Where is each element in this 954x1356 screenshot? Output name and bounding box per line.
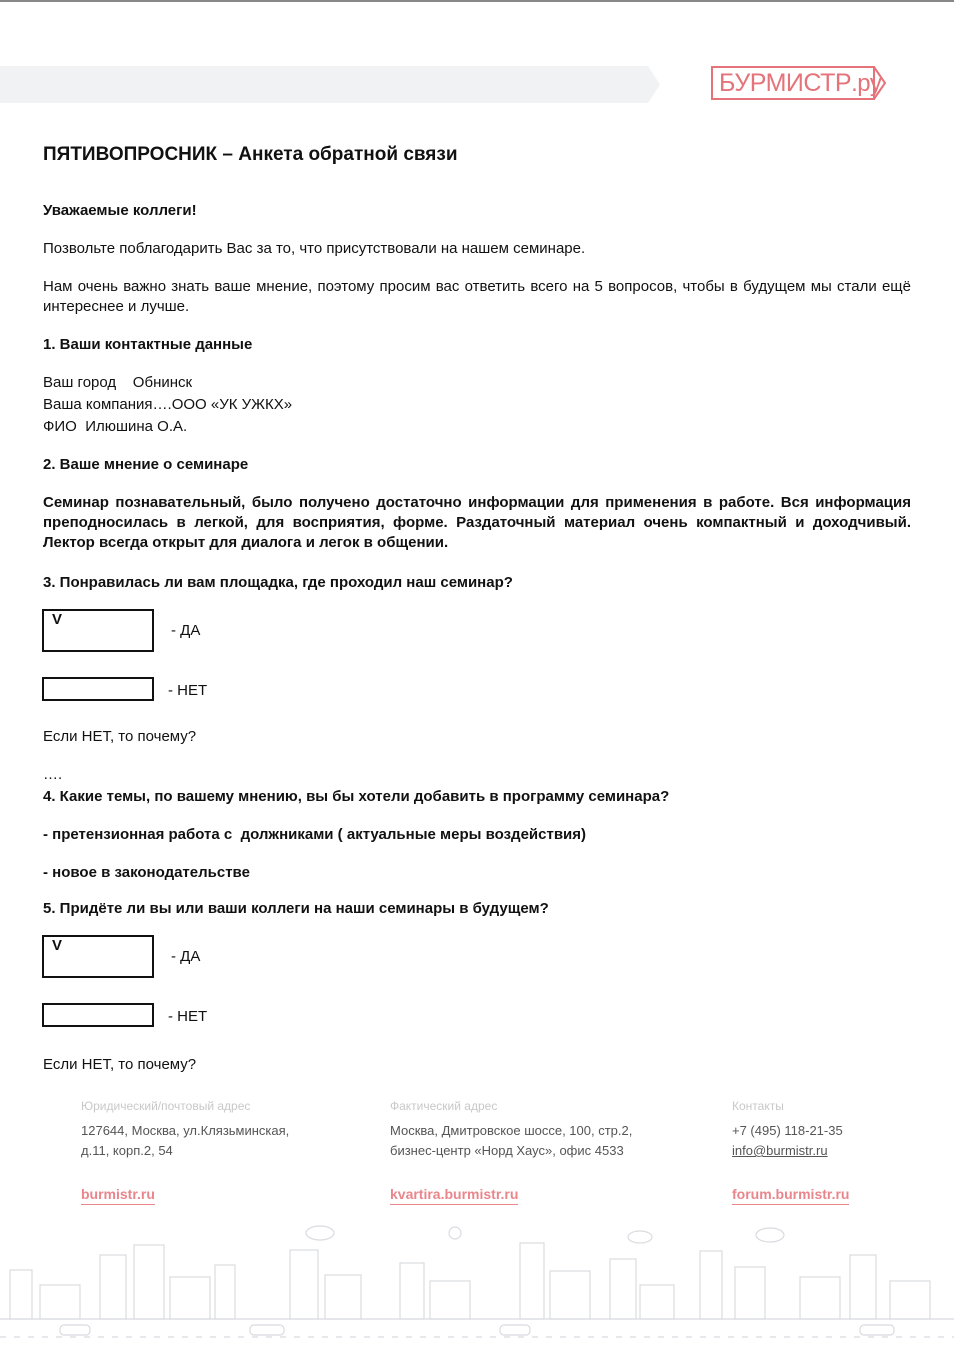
question-4: 4. Какие темы, по вашему мнению, вы бы хотели добавить в программу семинара? bbox=[43, 788, 670, 805]
logo-tail-icon bbox=[873, 66, 887, 100]
footer-contacts-heading: Контакты bbox=[732, 1099, 784, 1113]
logo-suffix-text: .ру bbox=[851, 70, 882, 97]
q3-why-answer: …. bbox=[43, 766, 63, 783]
page-title: ПЯТИВОПРОСНИК – Анкета обратной связи bbox=[43, 144, 458, 165]
q3-no-checkbox[interactable] bbox=[42, 677, 154, 701]
question-5: 5. Придёте ли вы или ваши коллеги на наши семинары в будущем? bbox=[43, 900, 549, 917]
footer-actual-heading: Фактический адрес bbox=[390, 1099, 498, 1113]
q5-why-prompt: Если НЕТ, то почему? bbox=[43, 1056, 197, 1073]
city-skyline-illustration bbox=[0, 1215, 954, 1356]
footer-legal-line-1: 127644, Москва, ул.Клязьминская, bbox=[81, 1123, 290, 1138]
footer-link-kvartira[interactable]: kvartira.burmistr.ru bbox=[390, 1186, 518, 1205]
intro-paragraph-2: Нам очень важно знать ваше мнение, поэтому просим вас ответить всего на 5 вопросов, чтобы в будущем мы стали ещё интереснее и лучше. bbox=[43, 278, 911, 315]
top-border-line bbox=[0, 0, 954, 2]
greeting: Уважаемые коллеги! bbox=[43, 202, 197, 219]
footer-link-burmistr[interactable]: burmistr.ru bbox=[81, 1186, 155, 1205]
answer-2: Семинар познавательный, было получено достаточно информации для применения в работе. Вся информация преподносилась в легкой, для восприятия, форме. Раздаточный материал очень компактный и доходчивый. Лектор всегда открыт для диалога и легок в общении. bbox=[43, 494, 911, 551]
q3-why-prompt: Если НЕТ, то почему? bbox=[43, 728, 197, 745]
q5-yes-check-mark: V bbox=[52, 937, 63, 954]
q3-no-label: - НЕТ bbox=[168, 682, 208, 699]
q5-no-label: - НЕТ bbox=[168, 1008, 208, 1025]
footer-legal-heading: Юридический/почтовый адрес bbox=[81, 1099, 251, 1113]
q5-yes-checkbox[interactable] bbox=[42, 935, 154, 978]
question-3: 3. Понравилась ли вам площадка, где проходил наш семинар? bbox=[43, 574, 513, 591]
q3-yes-checkbox[interactable] bbox=[42, 609, 154, 652]
footer-actual-line-2: бизнес-центр «Норд Хаус», офис 4533 bbox=[390, 1143, 624, 1158]
intro-paragraph-1: Позвольте поблагодарить Вас за то, что присутствовали на нашем семинаре. bbox=[43, 240, 586, 257]
footer-legal-address bbox=[81, 1121, 289, 1161]
logo-main-text: БУРМИСТР bbox=[719, 69, 852, 97]
q5-no-checkbox[interactable] bbox=[42, 1003, 154, 1027]
q5-yes-label: - ДА bbox=[171, 948, 201, 965]
answer-4-item-2: - новое в законодательстве bbox=[43, 864, 250, 881]
footer-phone[interactable]: +7 (495) 118-21-35 bbox=[732, 1123, 843, 1138]
question-2: 2. Ваше мнение о семинаре bbox=[43, 456, 249, 473]
q3-yes-label: - ДА bbox=[171, 622, 201, 639]
brand-logo bbox=[711, 66, 882, 100]
footer-contacts bbox=[732, 1121, 843, 1161]
contact-company: Ваша компания….ООО «УК УЖКХ» bbox=[43, 396, 293, 413]
footer-link-forum[interactable]: forum.burmistr.ru bbox=[732, 1186, 849, 1205]
answer-4-item-1: - претензионная работа с должниками ( актуальные меры воздействия) bbox=[43, 826, 587, 843]
footer-actual-address bbox=[390, 1121, 632, 1161]
question-1: 1. Ваши контактные данные bbox=[43, 336, 253, 353]
header-band bbox=[0, 66, 660, 103]
contact-fio: ФИО Илюшина О.А. bbox=[43, 418, 188, 435]
footer-email-link[interactable]: info@burmistr.ru bbox=[732, 1143, 828, 1158]
footer-legal-line-2: д.11, корп.2, 54 bbox=[81, 1143, 173, 1158]
q3-yes-check-mark: V bbox=[52, 611, 63, 628]
footer-actual-line-1: Москва, Дмитровское шоссе, 100, стр.2, bbox=[390, 1123, 633, 1138]
contact-city: Ваш город Обнинск bbox=[43, 374, 193, 391]
